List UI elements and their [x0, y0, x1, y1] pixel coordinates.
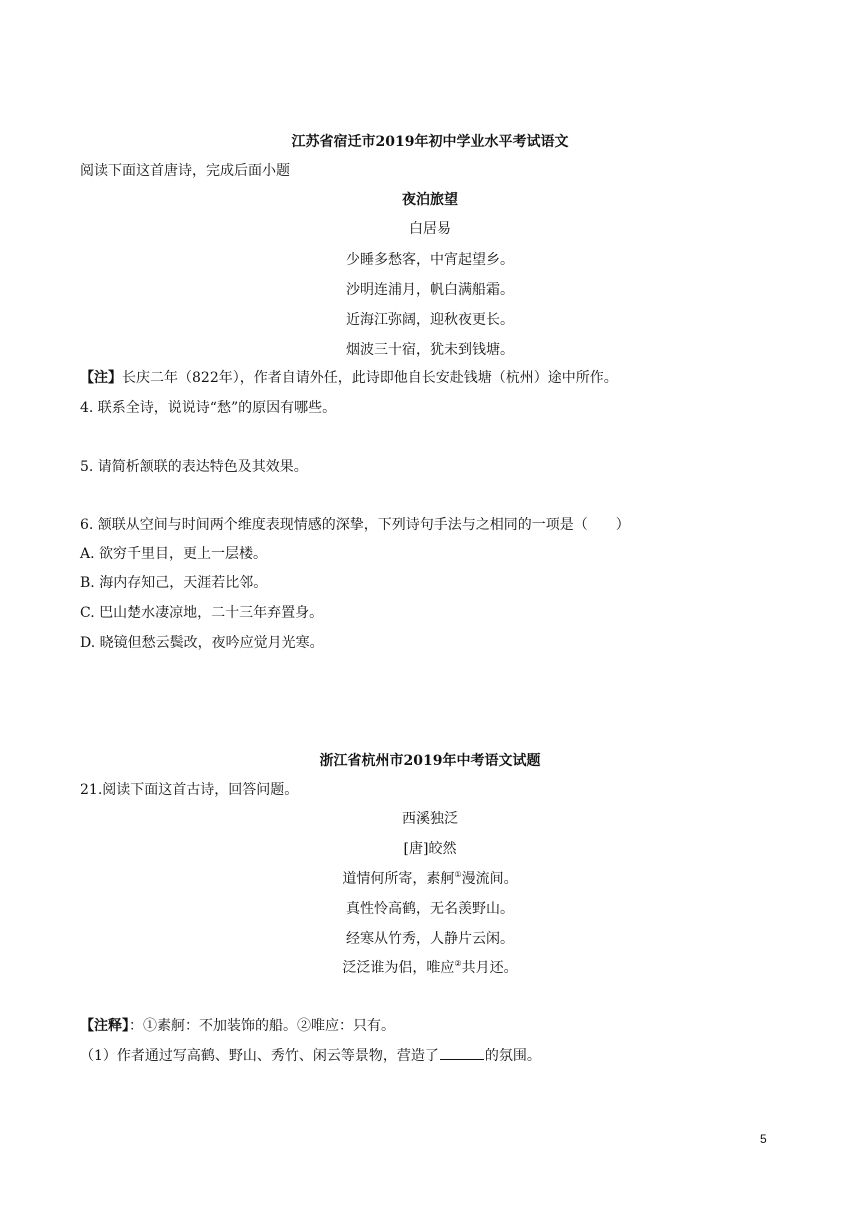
- option-b: B. 海内存知己，天涯若比邻。: [80, 575, 268, 591]
- footnote-marker-1: ①: [454, 870, 462, 879]
- section1-instruction: 阅读下面这首唐诗，完成后面小题: [80, 163, 290, 179]
- section2-poem-author: [唐]皎然: [403, 841, 457, 857]
- section1-title: 江苏省宿迁市2019年初中学业水平考试语文: [291, 134, 569, 150]
- option-d: D. 晓镜但愁云鬓改，夜吟应觉月光寒。: [80, 635, 324, 651]
- section2-note-text: ：①素舸：不加装饰的船。②唯应：只有。: [129, 1018, 395, 1034]
- section1-poem-line-2: 沙明连浦月，帆白满船霜。: [346, 282, 514, 298]
- section2-poem-line-2: 真性怜高鹤，无名羡野山。: [346, 901, 514, 917]
- section1-note-label: 【注】: [80, 370, 122, 386]
- poem-line-4-part-b: 共月还。: [461, 960, 518, 976]
- footnote-marker-2: ②: [454, 959, 462, 968]
- option-c: C. 巴山楚水凄凉地，二十三年弃置身。: [80, 605, 324, 621]
- section2-note-label: 【注释】: [80, 1018, 129, 1034]
- section1-poem-line-1: 少睡多愁客，中宵起望乡。: [346, 252, 514, 268]
- answer-blank[interactable]: [440, 1047, 484, 1060]
- section2-poem-line-4: [0, 959, 860, 977]
- question-6: 6. 颔联从空间与时间两个维度表现情感的深挚，下列诗句手法与之相同的一项是（ ）: [80, 517, 630, 533]
- section2-poem-line-3: 经寒从竹秀，人静片云闲。: [346, 931, 514, 947]
- section2-poem-title: 西溪独泛: [402, 811, 458, 827]
- section1-poem-title: 夜泊旅望: [402, 192, 458, 208]
- page-number: 5: [760, 1132, 767, 1146]
- question-21-1: [80, 1047, 541, 1065]
- section1-poem-line-4: 烟波三十宿，犹未到钱塘。: [346, 342, 514, 358]
- poem-line-1-part-a: 道情何所寄，素舸: [342, 871, 455, 887]
- poem-line-1-part-b: 漫流间。: [461, 871, 518, 887]
- section2-title: 浙江省杭州市2019年中考语文试题: [319, 753, 541, 769]
- section2-instruction: 21.阅读下面这首古诗，回答问题。: [80, 782, 299, 798]
- section1-note: [80, 369, 618, 387]
- section1-note-text: 长庆二年（822年），作者自请外任，此诗即他自长安赴钱塘（杭州）途中所作。: [122, 370, 618, 386]
- question-4: 4. 联系全诗，说说诗“愁”的原因有哪些。: [80, 400, 337, 416]
- poem-line-4-part-a: 泛泛谁为侣，唯应: [342, 960, 455, 976]
- question-5: 5. 请简析颔联的表达特色及其效果。: [80, 459, 308, 475]
- option-a: A. 欲穷千里目，更上一层楼。: [80, 546, 268, 562]
- section1-poem-line-3: 近海江弥阔，迎秋夜更长。: [346, 312, 514, 328]
- section2-poem-line-1: [0, 870, 860, 888]
- question-21-1-part-b: 的氛围。: [484, 1048, 541, 1064]
- question-21-1-part-a: （1）作者通过写高鹤、野山、秀竹、闲云等景物，营造了: [80, 1048, 439, 1064]
- section1-poem-author: 白居易: [409, 221, 451, 237]
- section2-note: [80, 1017, 395, 1035]
